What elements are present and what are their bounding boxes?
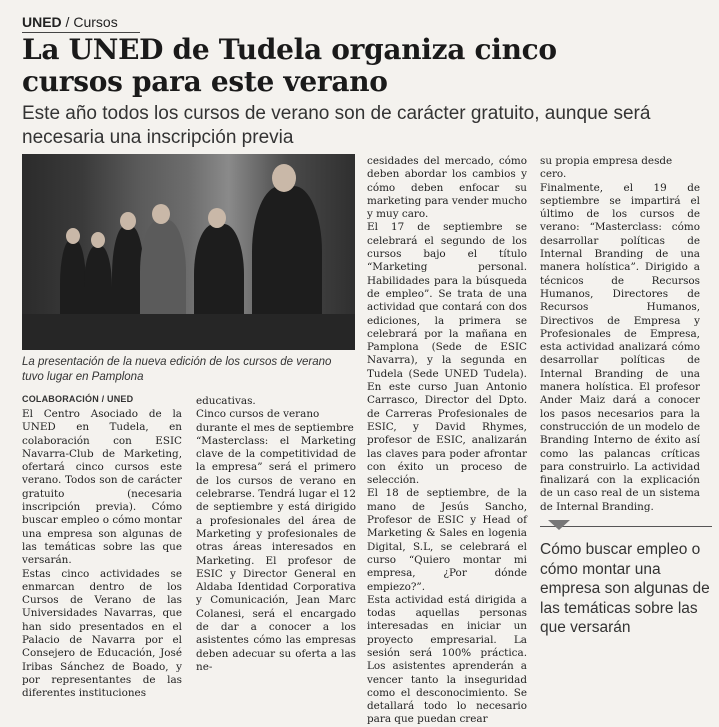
pullquote: Cómo buscar empleo o cómo montar una empresa son algunas de las temáticas sobre las que versarán xyxy=(540,541,710,636)
photo-head xyxy=(91,232,105,248)
section-sub: Cursos xyxy=(73,14,118,30)
photo-table xyxy=(22,314,355,350)
triangle-icon xyxy=(548,520,570,530)
subheading: Cinco cursos de verano durante el mes de septiembre xyxy=(196,408,354,434)
article-column-3 xyxy=(367,155,527,727)
paragraph: educativas. xyxy=(196,395,256,407)
photo-head xyxy=(152,204,170,224)
headline: La UNED de Tudela organiza cinco cursos para este verano xyxy=(22,33,557,98)
photo-head xyxy=(66,228,80,244)
paragraph: Estas cinco actividades se enmarcan dentro de los Cursos de Verano de las Universidades Navarras, que han sido presentados en el Palacio de Navarra por el Consejero de Educación, José Iribas Sánchez de Boado, y por representantes de las diferentes instituciones xyxy=(22,567,182,700)
paragraph: su propia empresa desde cero. xyxy=(540,155,673,181)
section-separator: / xyxy=(61,14,74,30)
presentation-photo xyxy=(22,154,355,350)
article-column-2 xyxy=(196,395,356,674)
paragraph: El Centro Asociado de la UNED en Tudela, en colaboración con ESIC Navarra-Club de Marketing, ofertará cinco cursos este verano. Todos son de carácter gratuito (necesaria inscripción previa). Cómo buscar empleo o cómo montar una empresa son algunas de las temáticas sobre las que versarán. xyxy=(22,408,182,567)
section-tag xyxy=(22,14,118,30)
paragraph: Esta actividad está dirigida a todas aquellas personas interesadas en iniciar un proyecto empresarial. La sesión será 100% práctica. Los asistentes aprenderán a vencer tanto la inseguridad como el desconocimiento. Se detallará todo lo necesario para que puedan crear xyxy=(367,593,527,726)
paragraph: cesidades del mercado, cómo deben abordar los cambios y cómo deben enfocar su marketing para vender mucho y muy caro. xyxy=(367,155,528,221)
paragraph: “Masterclass: el Marketing clave de la competitividad de la empresa” será el primero de los cursos de verano en celebrarse. Tendrá lugar el 12 de septiembre y está dirigido a profesionales del área de Marketing y profesionales de otras áreas interesados en Marketing. El profesor de ESIC y Director General en Aldaba Identidad Corporativa y Comunicación, Jean Marc Colanesi, será el encargado de dar a conocer a los asistentes cómo las empresas deben adecuar su oferta a las ne- xyxy=(196,434,356,673)
paragraph: El 17 de septiembre se celebrará el segundo de los cursos bajo el título “Marketing personal. Habilidades para la búsqueda de empleo”. Se trata de una actividad que contará con dos ediciones, la primera se celebrará por la mañana en Pamplona (Sede de ESIC Navarra), y la segunda en Tudela (Sede UNED Tudela). En este curso Juan Antonio Carrasco, Director del Dpto. de Carreras Profesionales de ESIC, y David Rhymes, profesor de ESIC, analizarán las claves para poder afrontar con éxito un proceso de selección. xyxy=(367,221,527,487)
article-column-1 xyxy=(22,408,182,701)
article-column-4 xyxy=(540,155,700,514)
byline: COLABORACIÓN / UNED xyxy=(22,394,134,404)
photo-caption: La presentación de la nueva edición de los cursos de verano tuvo lugar en Pamplona xyxy=(22,356,332,383)
photo-head xyxy=(208,208,226,228)
section-main: UNED xyxy=(22,14,62,30)
paragraph: El 18 de septiembre, de la mano de Jesús Sancho, Profesor de ESIC y Head of Marketing & Sales en logenia Digital, S.L, se celebrará el curso “Quiero montar mi empresa, ¿Por dónde empiezo?”. xyxy=(367,487,527,593)
photo-head xyxy=(272,164,296,192)
photo-head xyxy=(120,212,136,230)
subtitle: Este año todos los cursos de verano son de carácter gratuito, aunque será necesaria una inscripción previa xyxy=(22,103,651,148)
paragraph: Finalmente, el 19 de septiembre se impartirá el último de los cursos de verano: “Masterclass: cómo desarrollar políticas de Internal Branding de una manera holística”. Dirigido a técnicos de Recursos Humanos, Directores de Recursos Humanos, Directivos de Empresa y Profesionales de Empresa, esta actividad analizará cómo desarrollar políticas de Internal Branding de una manera holística. El profesor Ander Maiz dará a conocer los pasos necesarios para la construcción de un modelo de Branding Interno de éxito así como las palancas críticas para construirlo. La actividad finalizará con la explicación de un caso real de un sistema de Internal Branding. xyxy=(540,181,700,513)
